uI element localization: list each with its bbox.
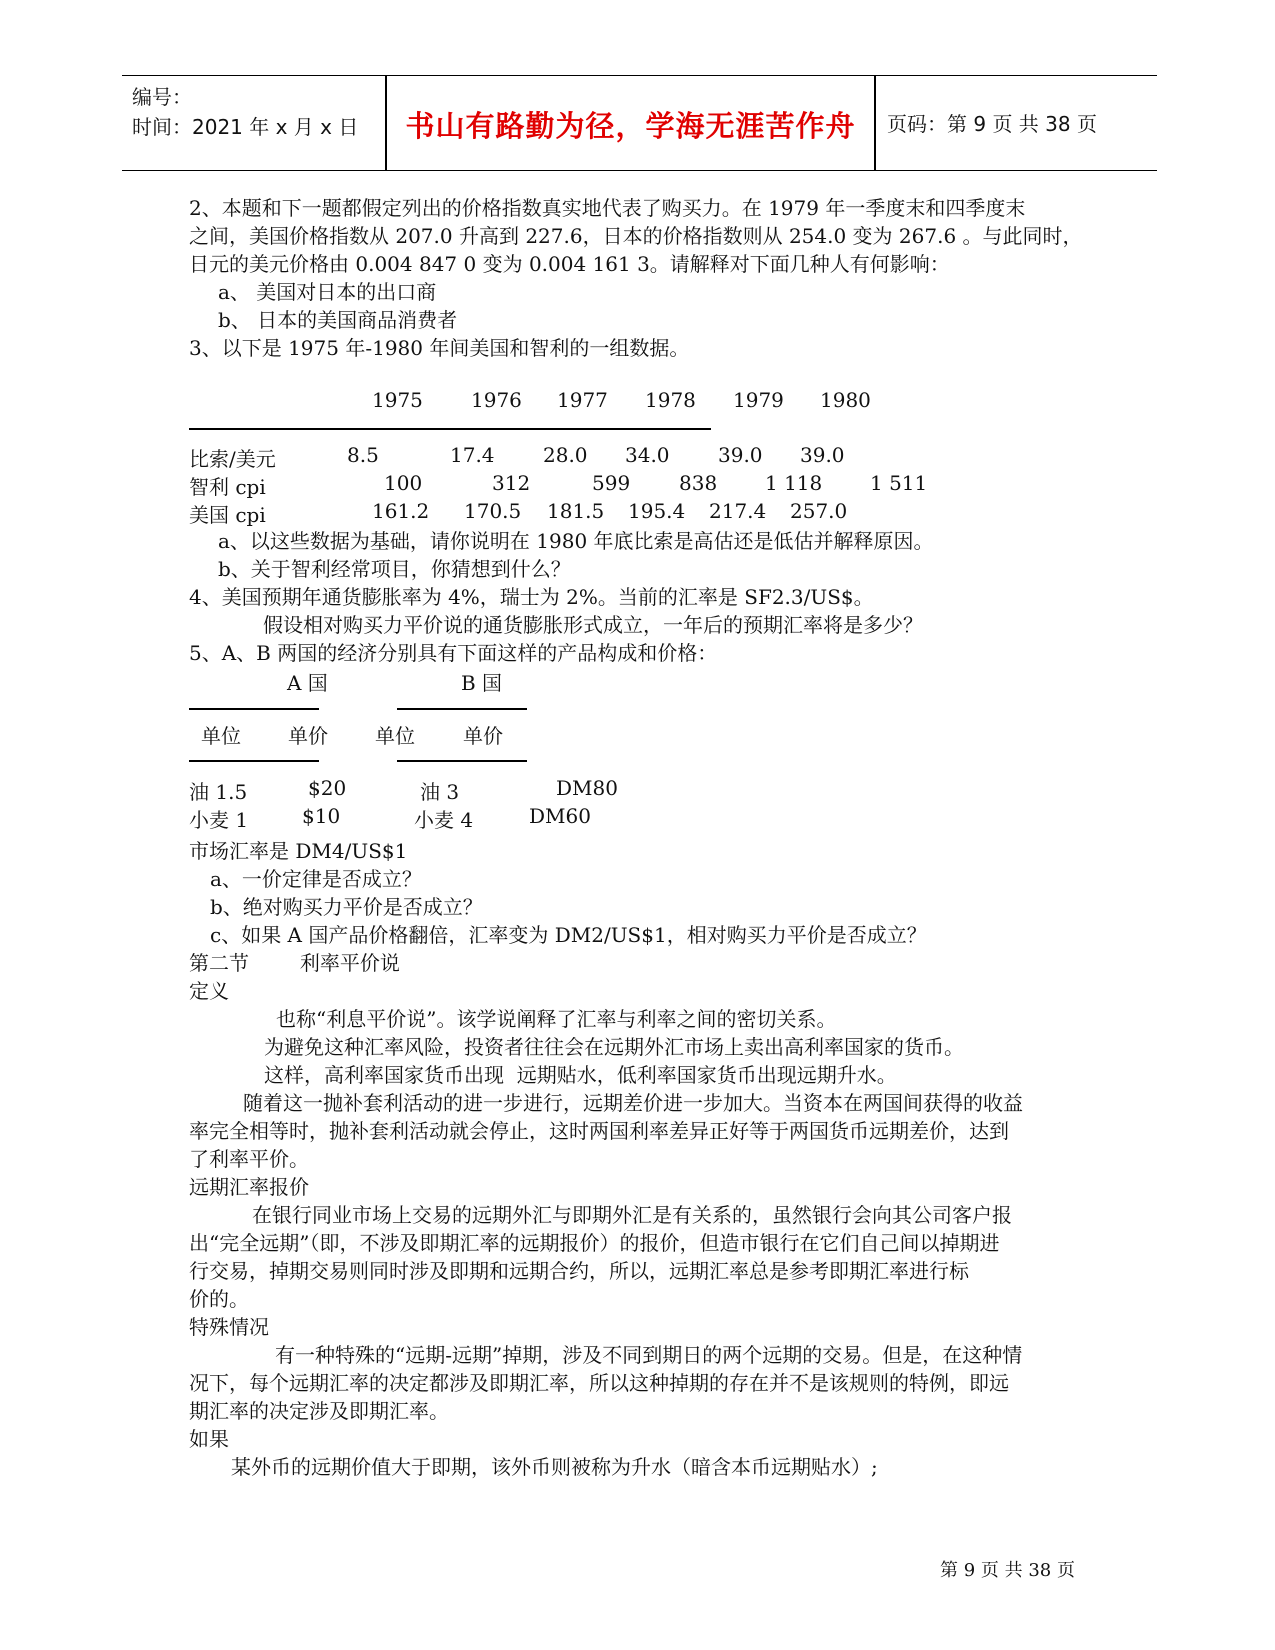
date-label: 时间：2021 年 x 月 x 日 [132,115,359,139]
year-header: 1977 [557,388,608,412]
col-header-unit: 单位 [375,724,415,748]
table-cell: 1 511 [870,471,928,495]
table-cell: 28.0 [543,443,588,467]
definition-line: 也称“利息平价说”。该学说阐释了汇率与利率之间的密切关系。 [276,1007,837,1031]
page-footer: 第 9 页 共 38 页 [940,1560,1075,1581]
q5-intro: 5、A、B 两国的经济分别具有下面这样的产品构成和价格： [189,641,718,665]
table-cell: 599 [592,471,631,495]
header-motto: 书山有路勤为径，学海无涯苦作舟 [405,109,856,143]
table-cell: 1 118 [765,471,823,495]
q3-item-b: b、关于智利经常项目，你猜想到什么？ [218,557,571,581]
q2-line: 日元的美元价格由 0.004 847 0 变为 0.004 161 3。请解释对下面几种人有何影响： [189,252,950,276]
paragraph-line: 率完全相等时，抛补套利活动就会停止，这时两国利率差异正好等于两国货币远期差价，达到 [189,1119,1009,1143]
definition-line: 这样，高利率国家货币出现 远期贴水，低利率国家货币出现远期升水。 [264,1063,897,1087]
table-cell: 小麦 1 [189,808,249,832]
table-cell: 油 3 [420,780,460,804]
special-heading: 特殊情况 [189,1315,269,1339]
col-header-price: 单价 [463,724,503,748]
header-page-label: 页码：第 9 页 共 38 页 [887,112,1097,136]
table-cell: 39.0 [800,443,845,467]
year-header: 1978 [645,388,696,412]
table-cell: 195.4 [628,499,686,523]
q5-item-c: c、如果 A 国产品价格翻倍，汇率变为 DM2/US$1，相对购买力平价是否成立？ [210,923,927,947]
q2-item-b: b、 日本的美国商品消费者 [218,308,458,332]
year-header: 1979 [733,388,784,412]
table-cell: 39.0 [718,443,763,467]
paragraph-line: 了利率平价。 [189,1147,309,1171]
paragraph-line: 某外币的远期价值大于即期，该外币则被称为升水（暗含本币远期贴水）; [231,1455,878,1479]
row-label: 智利 cpi [189,475,266,499]
paragraph-line: 行交易，掉期交易则同时涉及即期和远期合约，所以，远期汇率总是参考即期汇率进行标 [189,1259,969,1283]
col-header-unit: 单位 [201,724,241,748]
q2-line: 之间，美国价格指数从 207.0 升高到 227.6，日本的价格指数则从 254.0 变为 267.6 。与此同时， [189,224,1083,248]
header-divider [874,76,876,170]
table-cell: $20 [308,776,347,800]
q3-item-a: a、以这些数据为基础，请你说明在 1980 年底比索是高估还是低估并解释原因。 [218,529,934,553]
table-cell: 181.5 [547,499,605,523]
q3-intro: 3、以下是 1975 年-1980 年间美国和智利的一组数据。 [189,336,690,360]
table-rule [397,760,527,762]
q5-item-a: a、一价定律是否成立？ [210,867,422,891]
table-cell: 170.5 [464,499,522,523]
if-heading: 如果 [189,1427,229,1451]
table-cell: 161.2 [372,499,430,523]
table-cell: 34.0 [625,443,670,467]
table-cell: 217.4 [709,499,767,523]
year-header: 1976 [471,388,522,412]
definition-line: 为避免这种汇率风险，投资者往往会在远期外汇市场上卖出高利率国家的货币。 [264,1035,964,1059]
q5-item-b: b、绝对购买力平价是否成立？ [210,895,483,919]
q2-line: 2、本题和下一题都假定列出的价格指数真实地代表了购买力。在 1979 年一季度末和四季度末 [189,196,1026,220]
table-rule [189,760,319,762]
table-cell: 838 [679,471,718,495]
country-a-header: A 国 [287,671,328,695]
table-rule [189,428,711,430]
page-header [122,75,1157,171]
paragraph-line: 有一种特殊的“远期-远期”掉期，涉及不同到期日的两个远期的交易。但是，在这种情 [275,1343,1023,1367]
header-meta [132,82,358,142]
table-cell: $10 [302,804,341,828]
paragraph-line: 价的。 [189,1287,249,1311]
paragraph-line: 况下，每个远期汇率的决定都涉及即期汇率，所以这种掉期的存在并不是该规则的特例，即远 [189,1371,1009,1395]
table-cell: DM80 [556,776,618,800]
paragraph-line: 随着这一抛补套利活动的进一步进行，远期差价进一步加大。当资本在两国间获得的收益 [243,1091,1023,1115]
col-header-price: 单价 [288,724,328,748]
table-cell: 17.4 [450,443,495,467]
table-cell: 8.5 [347,443,379,467]
table-cell: DM60 [529,804,591,828]
table-cell: 油 1.5 [189,780,248,804]
paragraph-line: 在银行同业市场上交易的远期外汇与即期外汇是有关系的，虽然银行会向其公司客户报 [252,1203,1012,1227]
year-header: 1975 [372,388,423,412]
row-label: 比索/美元 [189,447,276,471]
table-cell: 312 [492,471,531,495]
q2-item-a: a、 美国对日本的出口商 [218,280,437,304]
definition-heading: 定义 [189,979,229,1003]
table-rule [397,708,527,710]
paragraph-line: 期汇率的决定涉及即期汇率。 [189,1399,449,1423]
country-b-header: B 国 [461,671,503,695]
table-cell: 100 [384,471,423,495]
year-header: 1980 [820,388,871,412]
row-label: 美国 cpi [189,503,266,527]
q4-line: 假设相对购买力平价说的通货膨胀形式成立，一年后的预期汇率将是多少？ [263,613,923,637]
section-title: 第二节 利率平价说 [189,951,400,975]
table-cell: 小麦 4 [414,808,474,832]
forward-heading: 远期汇率报价 [189,1175,309,1199]
paragraph-line: 出“完全远期”（即，不涉及即期汇率的远期报价）的报价，但造市银行在它们自己间以掉期进 [189,1231,1000,1255]
table-cell: 257.0 [790,499,848,523]
q4-line: 4、美国预期年通货膨胀率为 4%，瑞士为 2%。当前的汇率是 SF2.3/US$。 [189,585,874,609]
table-rule [189,708,319,710]
code-label: 编号： [132,85,192,109]
q5-rate: 市场汇率是 DM4/US$1 [189,839,408,863]
